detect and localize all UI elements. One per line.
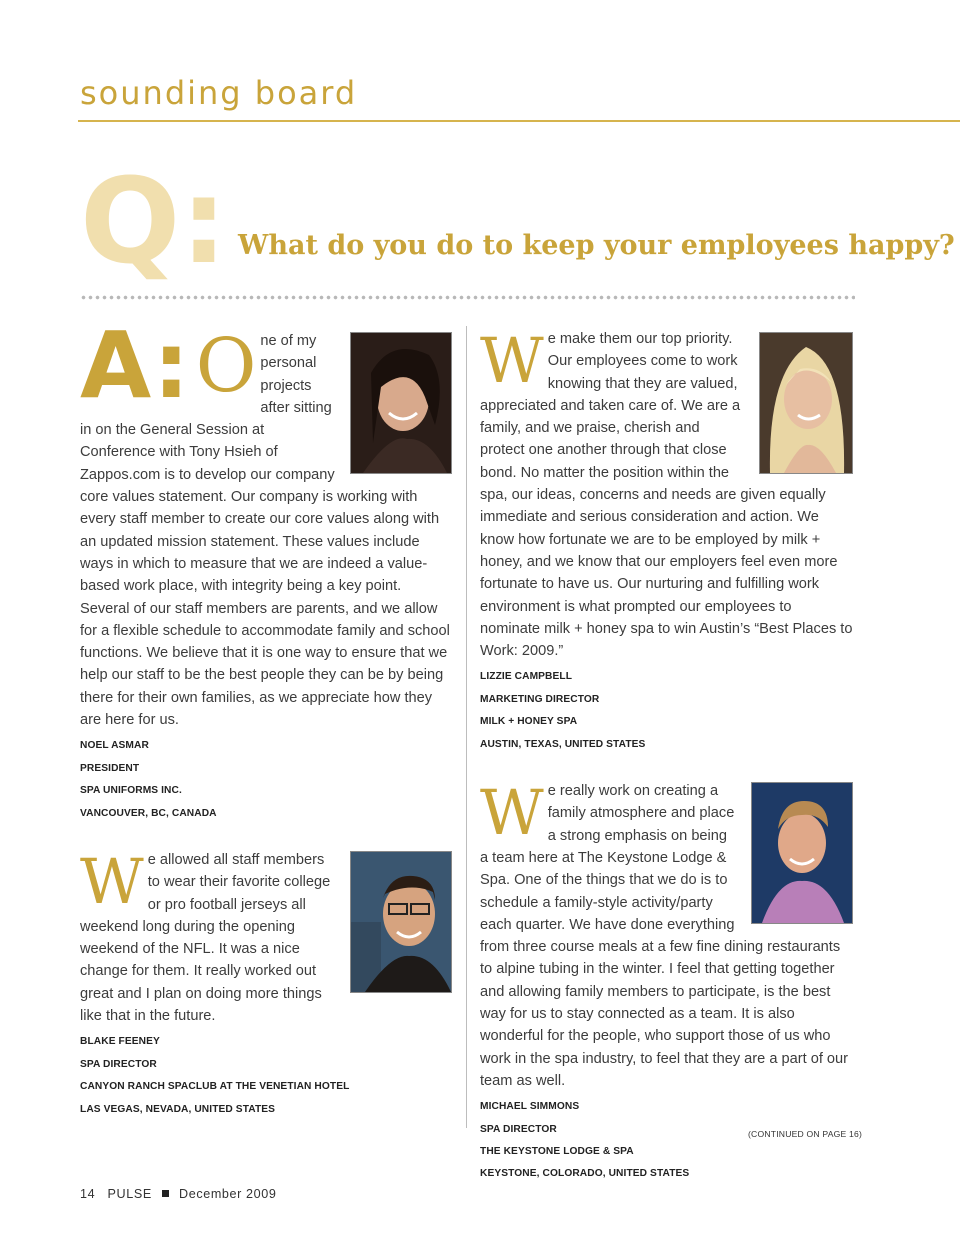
separator-square bbox=[162, 1190, 169, 1197]
response-block bbox=[480, 776, 853, 1186]
respondent-name: BLAKE FEENEY bbox=[80, 1036, 160, 1048]
respondent-company: SPA UNIFORMS INC. bbox=[80, 785, 182, 797]
left-column bbox=[80, 312, 452, 1121]
respondent-company: CANYON RANCH SPACLUB AT THE VENETIAN HOTEL bbox=[80, 1081, 350, 1093]
response-block bbox=[80, 312, 452, 825]
respondent-location: VANCOUVER, BC, CANADA bbox=[80, 807, 217, 819]
page-footer bbox=[80, 1187, 276, 1201]
respondent-title: SPA DIRECTOR bbox=[80, 1058, 157, 1070]
dropcap: W bbox=[80, 844, 144, 918]
dotted-divider bbox=[80, 295, 855, 300]
respondent-company: MILK + HONEY SPA bbox=[480, 716, 578, 728]
dropcap: W bbox=[480, 324, 544, 397]
issue-date: December 2009 bbox=[179, 1187, 277, 1201]
respondent-company: THE KEYSTONE LODGE & SPA bbox=[480, 1146, 634, 1158]
response-text: ne of my personal projects after sitting in on the General Session at Conference with Tony Hsieh of Zappos.com is to develop our company core values statement. Our company is working with every staff member to create our core values along with an updated mission statement. These values include ways in which to measure that we are indeed a value-based work place, with integrity being a key point. Several of our staff members are parents, and we allow for a flexible schedule to accommodate family and school functions. We believe that it is one way to ensure that we help our staff to be the best people they can be by being there for their own families, as we appreciate how they are here for us. bbox=[80, 333, 450, 729]
continued-note: (CONTINUED ON PAGE 16) bbox=[748, 1129, 863, 1139]
portrait-photo bbox=[350, 851, 452, 993]
question-heading: What do you do to keep your employees happy? bbox=[238, 230, 955, 261]
dropcap: O bbox=[195, 323, 257, 409]
respondent-name: NOEL ASMAR bbox=[80, 740, 149, 752]
header-rule bbox=[78, 120, 960, 122]
respondent-location: AUSTIN, TEXAS, UNITED STATES bbox=[480, 738, 646, 750]
response-text: e make them our top priority. Our employees come to work knowing that they are valued, appreciated and taken care of. We are a family, and we praise, cherish and protect one another through that close bond. No matter the position within the spa, our ideas, concerns and needs are given equally immediate and serious consideration and action. We know how fortunate we are to be employed by milk + honey, and we know that our employers feel even more fortunate to have us. Our nurturing and fulfilling work environment is what prompted our employees to nominate milk + honey spa to win Austin’s “Best Places to Work: 2009.” bbox=[480, 331, 853, 660]
portrait-photo bbox=[759, 332, 853, 474]
a-mark: A: bbox=[80, 312, 190, 419]
respondent-title: MARKETING DIRECTOR bbox=[480, 693, 600, 705]
response-text: e allowed all staff members to wear their favorite college or pro football jerseys all weekend long during the opening weekend of the NFL. It was a nice change for them. It really worked out great and I plan on doing more things like that in the future. bbox=[80, 851, 331, 1025]
respondent-name: LIZZIE CAMPBELL bbox=[480, 671, 573, 683]
dropcap: W bbox=[480, 776, 544, 850]
publication-name: PULSE bbox=[107, 1187, 152, 1201]
right-column bbox=[480, 324, 853, 1186]
respondent-name: MICHAEL SIMMONS bbox=[480, 1101, 580, 1113]
response-text: e really work on creating a family atmosphere and place a strong emphasis on being a team here at The Keystone Lodge & Spa. One of the things that we do is to schedule a family-style activity/party each quarter. We have done everything from three course meals at a few fine dining restaurants to alpine tubing in the winter. I feel that getting together and allowing family members to participate, is the best way for us to stay connected as a team. It is also wonderful for the people, who support those of us who work in the spa industry, to feel that they are a part of our team as well. bbox=[480, 783, 849, 1089]
section-title: sounding board bbox=[80, 74, 358, 112]
respondent-location: LAS VEGAS, NEVADA, UNITED STATES bbox=[80, 1103, 276, 1115]
q-mark: Q: bbox=[80, 152, 228, 290]
portrait-photo bbox=[751, 782, 853, 924]
respondent-title: SPA DIRECTOR bbox=[480, 1123, 557, 1135]
response-block bbox=[480, 324, 853, 756]
respondent-location: KEYSTONE, COLORADO, UNITED STATES bbox=[480, 1168, 690, 1180]
portrait-photo bbox=[350, 332, 452, 474]
respondent-title: PRESIDENT bbox=[80, 762, 140, 774]
response-block bbox=[80, 844, 452, 1121]
column-divider bbox=[466, 326, 467, 1128]
page-number: 14 bbox=[80, 1187, 96, 1201]
